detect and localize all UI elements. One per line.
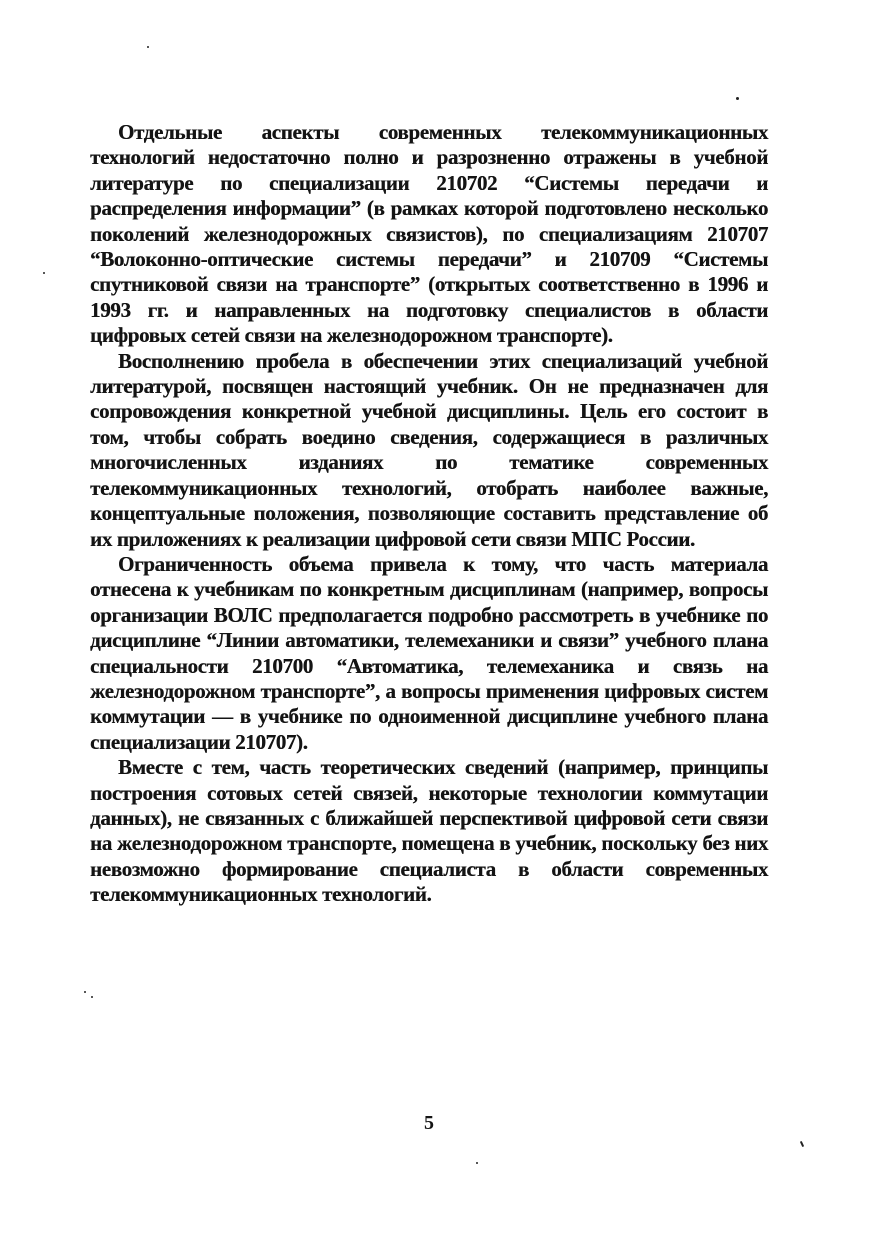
page-number: 5: [424, 1112, 434, 1134]
scan-speck: [476, 1162, 478, 1164]
scan-speck: [736, 97, 739, 100]
paragraph-3: Ограниченность объема привела к тому, что часть материала отнесена к учебникам по конкретным дисциплинам (например, вопросы организации ВОЛС предполагается подробно рассмотреть в учебнике по дисциплине “Линии автоматики, телемеханики и связи” учебного плана специальности 210700 “Автоматика, телемеханика и связь на железнодорожном транспорте”, а вопросы применения цифровых систем коммутации — в учебнике по одноименной дисциплине учебного плана специализации 210707).: [90, 551, 768, 754]
scan-speck: [84, 991, 86, 993]
body-text: [90, 120, 768, 908]
paragraph-4: Вместе с тем, часть теоретических сведений (например, принципы построения сотовых сетей связей, некоторые технологии коммутации данных), не связанных с ближайшей перспективой цифровой сети связи на железнодорожном транспорте, помещена в учебник, поскольку без них невозможно формирование специалиста в области современных телекоммуникационных технологий.: [90, 755, 768, 907]
scan-speck: [43, 272, 45, 274]
paragraph-2: Восполнению пробела в обеспечении этих специализаций учебной литературой, посвящен настоящий учебник. Он не предназначен для сопровождения конкретной учебной дисциплины. Цель его состоит в том, чтобы собрать воедино сведения, содержащиеся в различных многочисленных изданиях по тематике современных телекоммуникационных технологий, отобрать наиболее важные, концептуальные положения, позволяющие составить представление об их приложениях к реализации цифровой сети связи МПС России.: [90, 348, 768, 551]
scan-speck: [800, 1141, 804, 1147]
scan-speck: [91, 996, 93, 998]
scan-speck: [147, 46, 149, 48]
paragraph-1: Отдельные аспекты современных телекоммуникационных технологий недостаточно полно и разрозненно отражены в учебной литературе по специализации 210702 “Системы передачи и распределения информации” (в рамках которой подготовлено несколько поколений железнодорожных связистов), по специализациям 210707 “Волоконно-оптические системы передачи” и 210709 “Системы спутниковой связи на транспорте” (открытых соответственно в 1996 и 1993 гг. и направленных на подготовку специалистов в области цифровых сетей связи на железнодорожном транспорте).: [90, 120, 768, 348]
